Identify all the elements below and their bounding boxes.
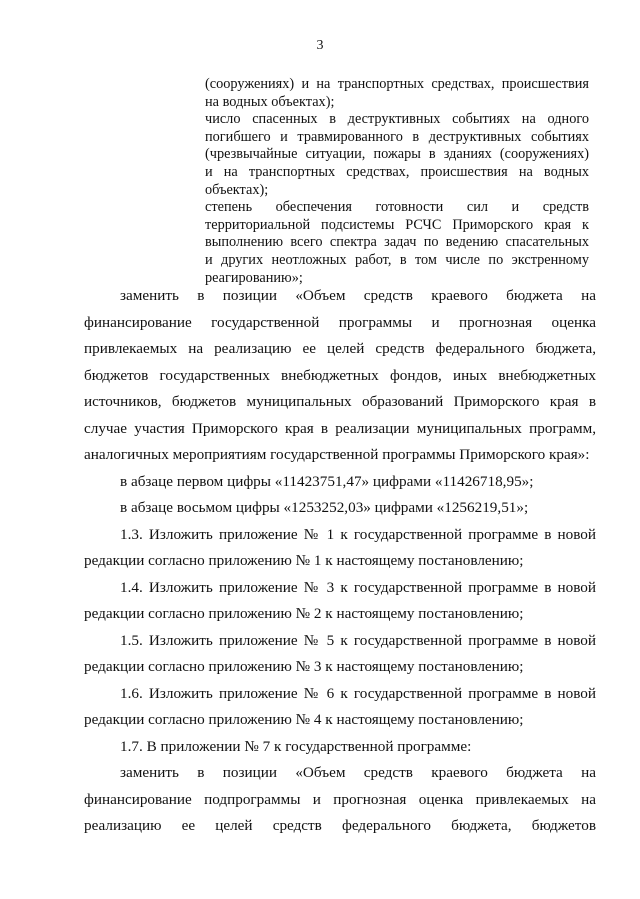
text-line: (сооружениях) и на транспортных средствах, происшествия bbox=[205, 76, 589, 92]
text-line: финансирование подпрограммы и прогнозная оценка привлекаемых на bbox=[84, 790, 596, 808]
document-body bbox=[84, 283, 596, 840]
text-line: территориальной подсистемы РСЧС Приморского края к bbox=[205, 216, 589, 233]
text-line: число спасенных в деструктивных событиях на одного bbox=[205, 111, 589, 128]
text-line: в абзаце первом цифры «11423751,47» цифрами «11426718,95»; bbox=[120, 472, 534, 490]
text-line: реализацию ее целей средств федерального бюджета, бюджетов bbox=[84, 817, 596, 834]
text-line: погибшего и травмированного в деструктивных событиях bbox=[205, 128, 589, 145]
text-line: выполнению всего спектра задач по ведению спасательных bbox=[205, 234, 589, 251]
text-line: заменить в позиции «Объем средств краевого бюджета на bbox=[120, 764, 596, 781]
paragraph-1-5 bbox=[84, 628, 596, 681]
paragraph-eighth-abzac bbox=[84, 495, 596, 522]
text-line: заменить в позиции «Объем средств краевого бюджета на bbox=[120, 287, 596, 304]
paragraph-replace-subprogram bbox=[84, 760, 596, 840]
text-line: привлекаемых на реализацию ее целей средств федерального бюджета, bbox=[84, 340, 596, 357]
text-line: редакции согласно приложению № 2 к настоящему постановлению; bbox=[84, 605, 524, 622]
text-line: в абзаце восьмом цифры «1253252,03» цифрами «1256219,51»; bbox=[120, 499, 529, 516]
text-line: редакции согласно приложению № 3 к настоящему постановлению; bbox=[84, 658, 524, 675]
text-line: источников, бюджетов муниципальных образований Приморского края в bbox=[84, 393, 596, 410]
text-line: объектах); bbox=[205, 181, 269, 198]
text-line: 1.6. Изложить приложение № 6 к государственной программе в новой bbox=[120, 684, 596, 702]
paragraph-replace-funding bbox=[84, 283, 596, 469]
text-line: (чрезвычайные ситуации, пожары в зданиях (сооружениях) bbox=[205, 146, 589, 163]
text-line: 1.3. Изложить приложение № 1 к государственной программе в новой bbox=[120, 525, 596, 543]
paragraph-1-3 bbox=[84, 522, 596, 575]
text-line: аналогичных мероприятиям государственной программы Приморского края»: bbox=[84, 446, 590, 463]
paragraph-1-7 bbox=[84, 734, 596, 761]
text-line: степень обеспечения готовности сил и средств bbox=[205, 199, 589, 216]
paragraph-1-4 bbox=[84, 575, 596, 628]
text-line: 1.7. В приложении № 7 к государственной программе: bbox=[120, 737, 472, 755]
text-line: финансирование государственной программы и прогнозная оценка bbox=[84, 313, 596, 331]
text-line: и других неотложных работ, в том числе по экстренному bbox=[205, 251, 589, 268]
text-line: редакции согласно приложению № 1 к настоящему постановлению; bbox=[84, 552, 524, 569]
text-line: бюджетов государственных внебюджетных фондов, иных внебюджетных bbox=[84, 366, 596, 384]
paragraph-first-abzac bbox=[84, 469, 596, 496]
text-line: случае участия Приморского края в реализации муниципальных программ, bbox=[84, 419, 596, 437]
text-line: редакции согласно приложению № 4 к настоящему постановлению; bbox=[84, 711, 524, 728]
text-line: 1.5. Изложить приложение № 5 к государственной программе в новой bbox=[120, 631, 596, 649]
table-cell-indicators bbox=[205, 76, 589, 287]
text-line: на водных объектах); bbox=[205, 93, 335, 110]
page-number: 3 bbox=[316, 38, 324, 53]
paragraph-1-6 bbox=[84, 681, 596, 734]
text-line: и на транспортных средствах, происшествия на водных bbox=[205, 163, 589, 180]
text-line: реагированию»; bbox=[205, 269, 303, 286]
text-line: 1.4. Изложить приложение № 3 к государственной программе в новой bbox=[120, 578, 596, 596]
